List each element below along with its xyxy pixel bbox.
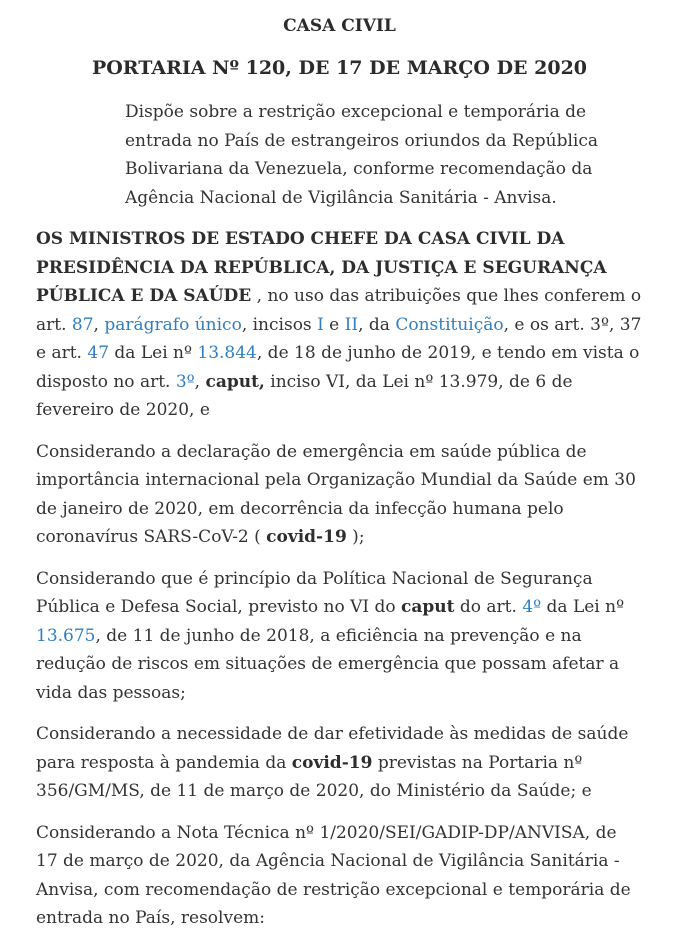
considerando-text: Considerando que é princípio da Política Nacional de Segurança Pública e Defesa Social, previsto no VI do: [36, 568, 593, 617]
considerando-text: Considerando a necessidade de dar efetividade às medidas de saúde para resposta à pandemia da: [36, 724, 629, 773]
considerando-text: Considerando a declaração de emergência em saúde pública de importância internacional pela Organização Mundial da Saúde em 30 de janeiro de 2020, em decorrência da infecção humana pelo coronavírus SARS-CoV-2 (: [36, 441, 636, 547]
considerando-text: );: [346, 527, 365, 547]
link-lei-13844[interactable]: 13.844: [197, 343, 257, 363]
caput-bold-text: caput,: [205, 371, 265, 392]
caput-bold-text: caput: [401, 597, 455, 617]
considerando-text: do art.: [454, 597, 523, 617]
considerando-seguranca-paragraph: [36, 565, 643, 708]
link-paragrafo-unico[interactable]: parágrafo único: [104, 314, 242, 335]
link-inciso-i[interactable]: I: [317, 314, 324, 335]
link-art-47[interactable]: 47: [87, 343, 110, 363]
preamble-text: , no uso das atribuições que lhes conferem o art.: [36, 286, 642, 335]
preamble-text: , de 18 de junho de 2019, e tendo em vista o disposto no art.: [36, 343, 640, 392]
link-constituicao[interactable]: Constituição: [395, 314, 504, 335]
link-art-87[interactable]: 87: [71, 314, 94, 335]
considerando-text: Considerando a Nota Técnica nº 1/2020/SEI/GADIP-DP/ANVISA, de 17 de março de 2020, da Agência Nacional de Vigilância Sanitária - Anvisa, com recomendação de restrição excepcional e temporária de entrada no País, resolvem:: [36, 822, 631, 928]
preamble-text: da Lei nº: [109, 343, 198, 363]
considerando-portaria356-paragraph: [36, 720, 643, 806]
preamble-paragraph: [36, 225, 643, 425]
ministers-bold-text: OS MINISTROS DE ESTADO CHEFE DA CASA CIVIL DA PRESIDÊNCIA DA REPÚBLICA, DA JUSTIÇA E SEGURANÇA PÚBLICA E DA SAÚDE: [36, 229, 607, 306]
considerando-text: da Lei nº: [541, 597, 625, 617]
considerando-text: , de 11 de junho de 2018, a eficiência na prevenção e na redução de riscos em situações de emergência que possam afetar a vida das pessoas;: [36, 625, 620, 703]
preamble-text: e: [323, 314, 345, 335]
ementa-paragraph: Dispõe sobre a restrição excepcional e temporária de entrada no País de estrangeiros oriundos da República Bolivariana da Venezuela, conforme recomendação da Agência Nacional de Vigilância Sanitária - Anvisa.: [125, 102, 598, 208]
preamble-text: , e os art. 3º, 37 e art.: [36, 314, 642, 363]
considerando-nota-tecnica-paragraph: [36, 819, 643, 933]
link-inciso-ii[interactable]: II: [344, 314, 359, 335]
preamble-text: , incisos: [241, 314, 318, 335]
covid19-bold-text: covid-19: [266, 527, 347, 547]
link-lei-13675[interactable]: 13.675: [36, 625, 96, 646]
preamble-text: ,: [93, 314, 105, 335]
organization-heading: CASA CIVIL: [283, 16, 396, 36]
preamble-text: inciso VI, da Lei nº 13.979, de 6 de fevereiro de 2020, e: [36, 371, 573, 420]
considerando-oms-paragraph: [36, 438, 643, 552]
preamble-text: , da: [358, 314, 396, 335]
considerando-text: previstas na Portaria nº 356/GM/MS, de 11 de março de 2020, do Ministério da Saúde; e: [36, 752, 592, 801]
link-art-4[interactable]: 4º: [522, 597, 542, 617]
portaria-title: PORTARIA Nº 120, DE 17 DE MARÇO DE 2020: [91, 57, 588, 79]
link-art-3[interactable]: 3º: [175, 371, 195, 392]
covid19-bold-text: covid-19: [291, 752, 373, 773]
preamble-text: ,: [194, 371, 206, 392]
